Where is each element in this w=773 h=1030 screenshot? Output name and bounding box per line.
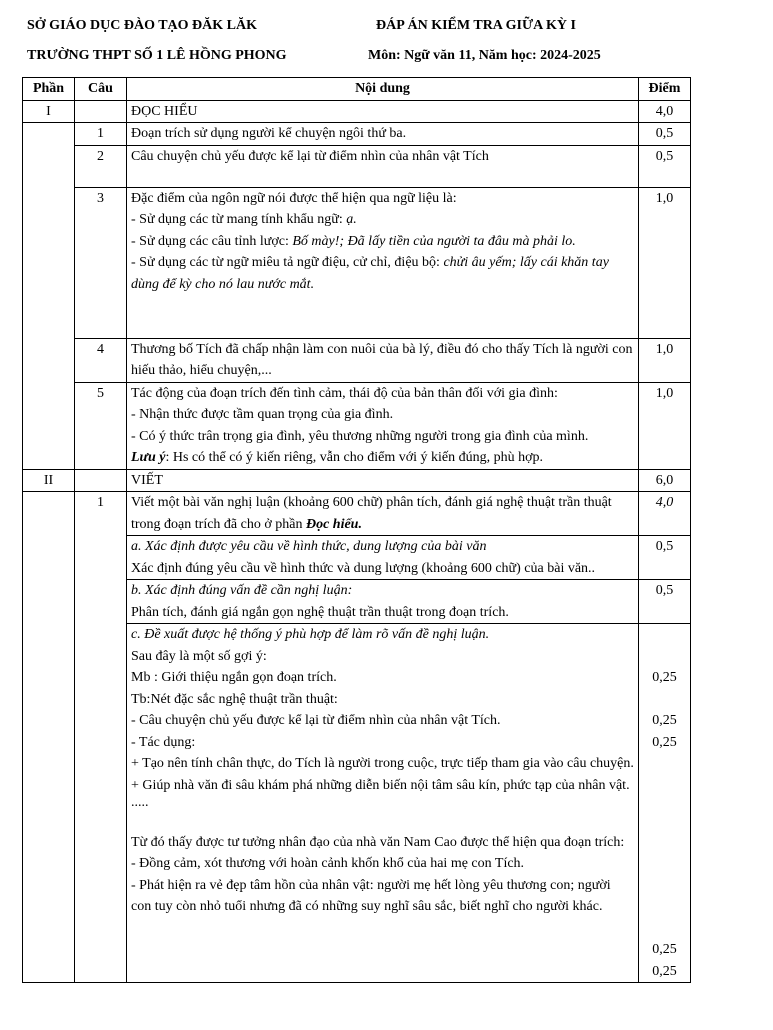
answer-points: 0,25 <box>652 942 677 957</box>
section-points: 6,0 <box>639 469 691 492</box>
rubric-text: - Tác dụng: <box>131 734 196 750</box>
answer-bullet: - Sử dụng các từ ngữ miêu tả ngữ điệu, cử chỉ, điệu bộ: chửi âu yếm; lấy cái khăn tay dùng để kỳ cho nó lau nước mắt. <box>131 255 609 292</box>
question-number: 3 <box>75 187 127 338</box>
answer-points: 1,0 <box>639 382 691 469</box>
answer-points: 0,5 <box>639 123 691 146</box>
rubric-text: Mb : Giới thiệu ngắn gọn đoạn trích. <box>131 670 337 685</box>
answer-text: Câu chuyện chủ yếu được kể lại từ điểm nhìn của nhân vật Tích <box>127 145 639 187</box>
answer-key-table <box>22 77 691 983</box>
answer-text: Đoạn trích sử dụng người kể chuyện ngôi thứ ba. <box>127 123 639 146</box>
answer-bullet: - Sử dụng các câu tỉnh lược: Bố mày!; Đã lấy tiền của người ta đâu mà phải lo. <box>131 233 576 249</box>
rubric-text: - Đồng cảm, xót thương với hoàn cảnh khốn khổ của hai mẹ con Tích. <box>131 856 525 871</box>
col-header-content: Nội dung <box>127 78 639 101</box>
rubric-text: Tb:Nét đặc sắc nghệ thuật trần thuật: <box>131 691 338 707</box>
section-title: ĐỌC HIỂU <box>127 100 639 123</box>
answer-points: 0,5 <box>639 536 691 580</box>
rubric-text: - Câu chuyện chủ yếu được kể lại từ điểm nhìn của nhân vật Tích. <box>131 713 501 728</box>
answer-content <box>127 382 639 469</box>
rubric-text: - Phát hiện ra vẻ đẹp tâm hồn của nhân vật: người mẹ hết lòng yêu thương con; người con tuy còn nhỏ tuổi nhưng đã có những suy nghĩ sâu sắc, biết nghĩ cho người khác. <box>131 877 611 914</box>
writing-prompt: Viết một bài văn nghị luận (khoảng 600 chữ) phân tích, đánh giá nghệ thuật trần thuật trong đoạn trích đã cho ở phần Đọc hiểu. <box>127 492 639 536</box>
table-row-q2 <box>23 145 691 187</box>
rubric-item <box>127 580 639 624</box>
table-row-q5 <box>23 382 691 469</box>
table-row-q1 <box>23 123 691 146</box>
answer-points: 1,0 <box>639 338 691 382</box>
rubric-item <box>127 536 639 580</box>
col-header-question: Câu <box>75 78 127 101</box>
section-row-writing <box>23 469 691 492</box>
answer-text: Thương bố Tích đã chấp nhận làm con nuôi của bà lý, điều đó cho thấy Tích là người con hiếu thảo, hiểu chuyện,... <box>127 338 639 382</box>
answer-note: Lưu ý: Hs có thể có ý kiến riêng, vẫn cho điểm với ý kiến đúng, phù hợp. <box>131 450 544 465</box>
answer-points: 1,0 <box>639 187 691 338</box>
question-number: 1 <box>75 492 127 983</box>
rubric-text: ..... <box>131 795 149 810</box>
rubric-item <box>127 624 639 983</box>
answer-points-list <box>639 624 691 983</box>
question-number: 2 <box>75 145 127 187</box>
exam-title: ĐÁP ÁN KIỂM TRA GIỮA KỲ I <box>376 18 576 33</box>
table-row-q3 <box>23 187 691 338</box>
answer-points: 0,25 <box>652 713 677 728</box>
answer-points: 0,5 <box>639 145 691 187</box>
answer-bullet: - Nhận thức được tầm quan trọng của gia đình. <box>131 407 394 422</box>
table-row-w1 <box>23 492 691 536</box>
answer-content <box>127 187 639 338</box>
rubric-text: Xác định đúng yêu cầu về hình thức và dung lượng (khoảng 600 chữ) của bài văn.. <box>131 560 596 576</box>
rubric-text: Sau đây là một số gợi ý: <box>131 648 267 664</box>
question-number: 4 <box>75 338 127 382</box>
rubric-text: + Giúp nhà văn đi sâu khám phá những diễn biến nội tâm sâu kín, phức tạp của nhân vật. <box>131 777 630 793</box>
section-number: II <box>23 469 75 492</box>
answer-points: 0,5 <box>639 580 691 624</box>
rubric-text: + Tạo nên tính chân thực, do Tích là người trong cuộc, trực tiếp tham gia vào câu chuyện. <box>131 756 634 771</box>
subject-year: Môn: Ngữ văn 11, Năm học: 2024-2025 <box>368 48 601 63</box>
col-header-part: Phần <box>23 78 75 101</box>
table-row-q4 <box>23 338 691 382</box>
question-number: 1 <box>75 123 127 146</box>
rubric-text: Phân tích, đánh giá ngắn gọn nghệ thuật trần thuật trong đoạn trích. <box>131 604 509 620</box>
section-title: VIẾT <box>127 469 639 492</box>
answer-bullet: - Có ý thức trân trọng gia đình, yêu thương những người trong gia đình của mình. <box>131 428 589 444</box>
answer-bullet: - Sử dụng các từ mang tính khẩu ngữ: ạ. <box>131 212 357 227</box>
answer-points: 0,25 <box>652 734 677 750</box>
answer-points: 4,0 <box>639 492 691 536</box>
rubric-heading: a. Xác định được yêu cầu về hình thức, dung lượng của bài văn <box>131 539 487 554</box>
table-header-row <box>23 78 691 101</box>
section-points: 4,0 <box>639 100 691 123</box>
rubric-heading: b. Xác định đúng vấn đề cần nghị luận: <box>131 583 353 598</box>
department-name: SỞ GIÁO DỤC ĐÀO TẠO ĐĂK LĂK <box>27 18 257 33</box>
section-number: I <box>23 100 75 123</box>
rubric-text: Từ đó thấy được tư tưởng nhân đạo của nhà văn Nam Cao được thể hiện qua đoạn trích: <box>131 834 625 850</box>
rubric-heading: c. Đề xuất được hệ thống ý phù hợp để làm rõ vấn đề nghị luận. <box>131 627 490 642</box>
answer-points: 0,25 <box>652 963 677 979</box>
section-row-reading <box>23 100 691 123</box>
school-name: TRƯỜNG THPT SỐ 1 LÊ HỒNG PHONG <box>27 48 287 63</box>
question-number: 5 <box>75 382 127 469</box>
answer-intro: Đặc điểm của ngôn ngữ nói được thể hiện qua ngữ liệu là: <box>131 190 457 206</box>
answer-points: 0,25 <box>652 670 677 685</box>
col-header-points: Điểm <box>639 78 691 101</box>
answer-intro: Tác động của đoạn trích đến tình cảm, thái độ của bản thân đối với gia đình: <box>131 385 558 401</box>
